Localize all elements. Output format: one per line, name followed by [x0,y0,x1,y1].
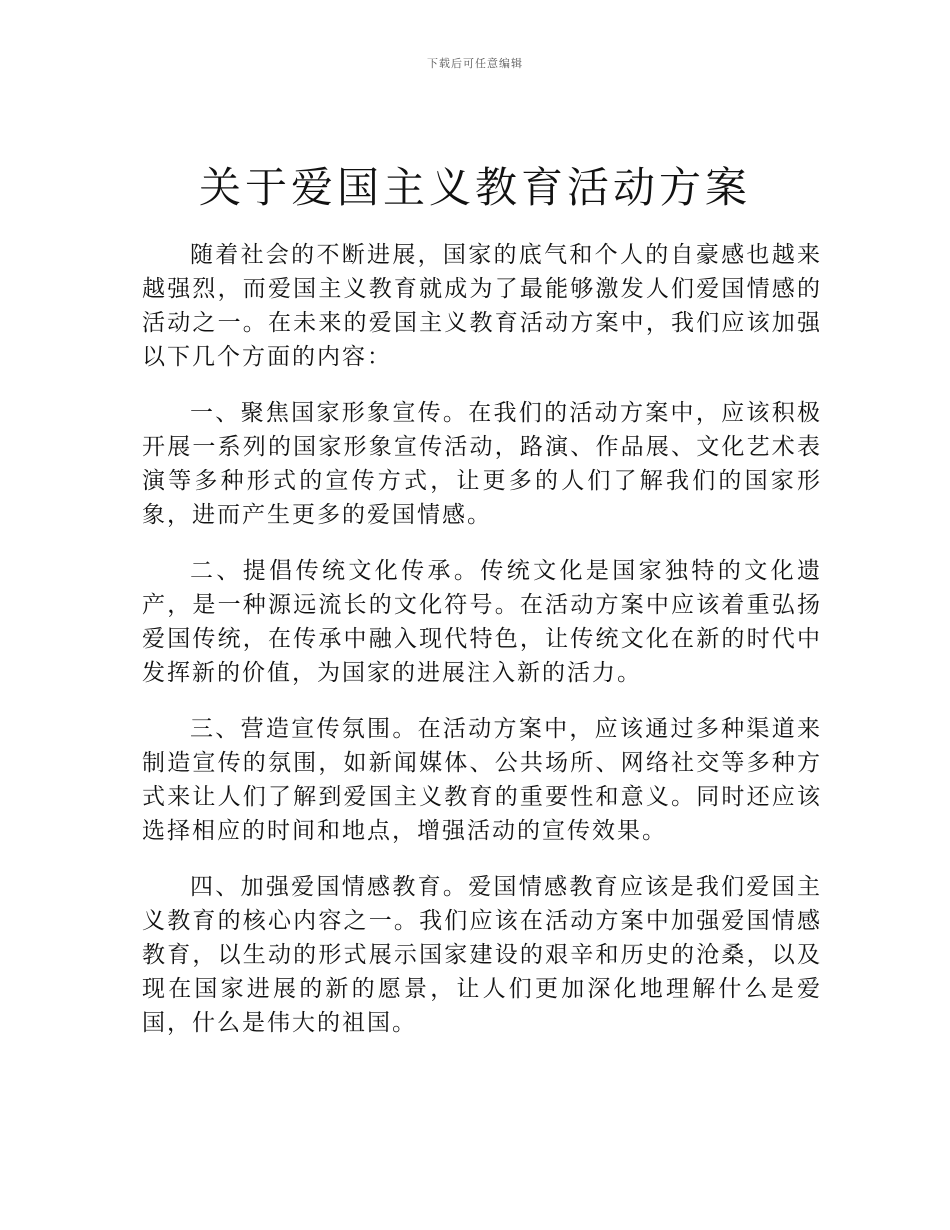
document-title: 关于爱国主义教育活动方案 [198,163,751,212]
paragraph-intro: 随着社会的不断进展，国家的底气和个人的自豪感也越来越强烈，而爱国主义教育就成为了最能够激发人们爱国情感的活动之一。在未来的爱国主义教育活动方案中，我们应该加强以下几个方面的内容： [142,242,822,370]
page-header-note: 下载后可任意编辑 [427,57,523,70]
paragraph-point-3: 三、营造宣传氛围。在活动方案中，应该通过多种渠道来制造宣传的氛围，如新闻媒体、公共场所、网络社交等多种方式来让人们了解到爱国主义教育的重要性和意义。同时还应该选择相应的时间和地点，增强活动的宣传效果。 [142,716,822,844]
paragraph-point-2: 二、提倡传统文化传承。传统文化是国家独特的文化遗产，是一种源远流长的文化符号。在活动方案中应该着重弘扬爱国传统，在传承中融入现代特色，让传统文化在新的时代中发挥新的价值，为国家的进展注入新的活力。 [142,558,822,686]
document-body [142,238,822,1062]
paragraph-point-1: 一、聚焦国家形象宣传。在我们的活动方案中，应该积极开展一系列的国家形象宣传活动，路演、作品展、文化艺术表演等多种形式的宣传方式，让更多的人们了解我们的国家形象，进而产生更多的爱国情感。 [142,400,822,528]
paragraph-point-4: 四、加强爱国情感教育。爱国情感教育应该是我们爱国主义教育的核心内容之一。我们应该在活动方案中加强爱国情感教育，以生动的形式展示国家建设的艰辛和历史的沧桑，以及现在国家进展的新的愿景，让人们更加深化地理解什么是爱国，什么是伟大的祖国。 [142,874,822,1036]
